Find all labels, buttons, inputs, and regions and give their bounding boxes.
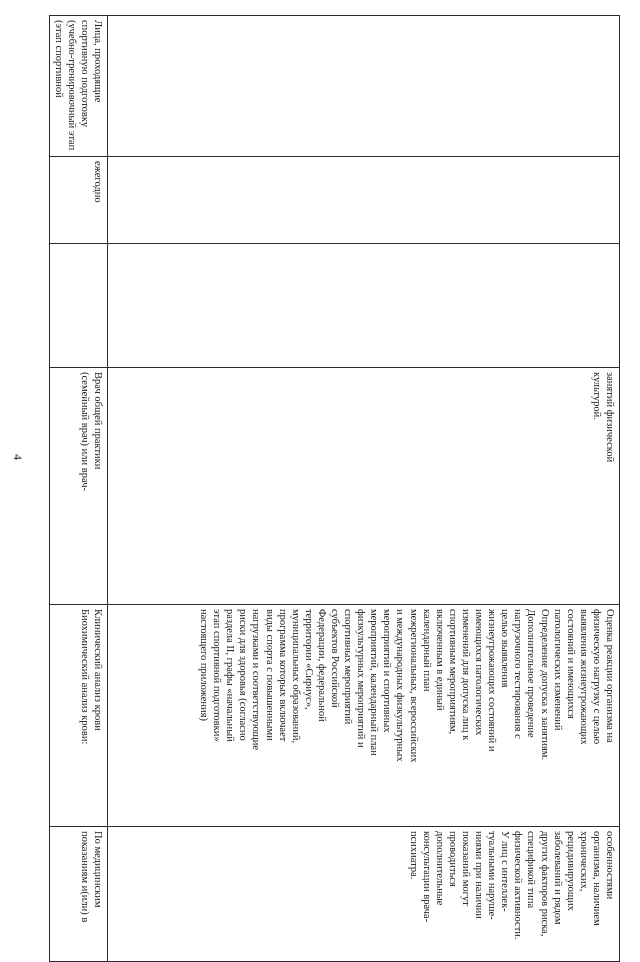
table-cell-examinations xyxy=(108,605,620,827)
table-cell-frequency xyxy=(49,157,107,244)
table-cell-specialists xyxy=(49,368,107,605)
rotated-page-content xyxy=(52,15,620,940)
cell-text: Лица, проходящие спортивную подготовку (учебно-тренировочный этап (этап спортивной xyxy=(52,20,103,151)
table-cell-specialists xyxy=(108,368,620,605)
table-cell-notes xyxy=(108,827,620,962)
table-cell-empty xyxy=(49,244,107,368)
cell-text: По медицинским показаниям и(или) в xyxy=(78,831,103,923)
table-row xyxy=(108,16,620,962)
table-cell-notes xyxy=(49,827,107,962)
table-row xyxy=(49,16,107,962)
cell-text: занятий физической культурой. xyxy=(590,372,615,463)
table-cell-contingent xyxy=(49,16,107,157)
cell-text: особенностями организма, наличием хронических, рецидивирующих заболеваний и рядом других факторов риска, спецификой типа физической активности. У лиц с интеллек- туальными наруше- ниями при наличии показаний могут проводиться дополнительные консультации врача- психиатра. xyxy=(407,831,615,940)
table-cell-frequency xyxy=(108,157,620,244)
cell-text: ежегодно xyxy=(92,161,103,203)
table-cell-contingent xyxy=(108,16,620,157)
cell-text: Клинический анализ крови Биохимический анализ крови: xyxy=(78,609,103,745)
cell-text: Оценка реакции организма на физическую нагрузку с целью выявления жизнеугрожающих состояний и имеющихся патологических изменений Определение допуска к занятиям. Дополнительное проведение нагрузочного тестирования с целью выявления жизнеугрожающих состояний и имеющихся патологических изменений для допуска лиц к спортивным мероприятиям, включенным в единый календарный план межрегиональных, всероссийских и международных физкультурных мероприятий и спортивных мероприятий, календарный план физкультурных мероприятий и спортивных мероприятий субъектов Российской Федерации, федеральной территории «Сириус», муниципальных образований, программа которых включает виды спорта с повышенными нагрузками и соответствующие риски для здоровья (согласно раздела II, графы «начальный этап спортивной подготовки» настоящего приложения) xyxy=(198,609,615,763)
page-number: 4 xyxy=(11,454,25,460)
cell-text: Врач общей практики (семейный врач) или врач- xyxy=(78,372,103,491)
table-cell-empty xyxy=(108,244,620,368)
table-cell-examinations xyxy=(49,605,107,827)
medical-requirements-table xyxy=(49,15,620,962)
